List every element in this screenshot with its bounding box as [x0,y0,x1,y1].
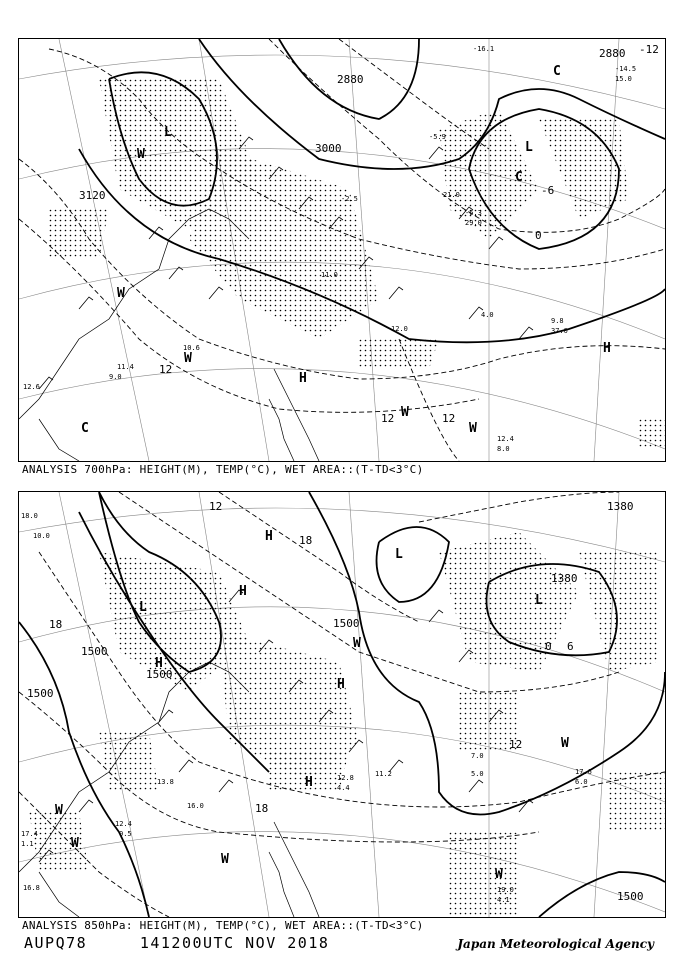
station-value: 8.0 [497,445,510,453]
center-marker: W [117,286,125,301]
height-label: 1500 [27,687,54,700]
height-label: 1500 [333,617,360,630]
map-850hpa [19,492,665,917]
center-marker: L [395,547,403,562]
station-value: -16.1 [473,45,495,53]
station-value: 17.6 [575,768,592,776]
station-value: 11.2 [375,770,392,778]
station-value: -2.5 [341,195,358,203]
height-label: 1500 [146,668,173,681]
temp-label: -12 [639,43,659,56]
temp-label: 18 [49,618,63,631]
height-label: 2880 [599,47,626,60]
station-value: 11.0 [321,271,338,279]
temp-label: 6 [567,640,574,653]
station-value: 4.1 [497,896,510,904]
chart-code: AUPQ78 [24,934,88,952]
temp-label: 18 [299,534,313,547]
station-value: 12.6 [23,383,40,391]
temp-label: 0 [545,640,552,653]
temp-label: 12 [381,412,395,425]
station-value: 29.0 [465,219,482,227]
station-value: 18.0 [21,512,38,520]
station-value: 21.0 [443,191,460,199]
center-marker: W [55,803,63,818]
station-value: 4.4 [337,784,350,792]
station-value: 1.1 [21,840,34,848]
station-value: 37.0 [551,327,568,335]
center-marker: W [137,147,145,162]
center-marker: W [469,421,477,436]
station-value: 12.4 [497,435,514,443]
station-value: 6.0 [575,778,588,786]
station-value: 11.4 [117,363,134,371]
center-marker: C [553,64,561,79]
station-value: 12.8 [337,774,354,782]
center-marker: L [525,140,533,155]
station-value: 17.4 [21,830,38,838]
height-label: 2880 [337,73,364,86]
center-marker: L [164,125,172,140]
station-value: 16.0 [187,802,204,810]
center-marker: H [299,371,307,386]
center-marker: H [239,584,247,599]
height-label: 1500 [617,890,644,903]
station-value: 15.0 [615,75,632,83]
temp-label: 12 [509,738,523,751]
center-marker: H [155,656,163,671]
temp-label: 0 [535,229,542,242]
temp-label: -6 [541,184,555,197]
station-value: 5.0 [471,770,484,778]
center-marker: H [305,775,313,790]
station-value: 16.8 [23,884,40,892]
center-marker: W [561,736,569,751]
center-marker: H [265,529,273,544]
chart-850hpa-caption: ANALYSIS 850hPa: HEIGHT(M), TEMP(°C), WET AREA::(T-TD<3°C) [22,919,424,932]
station-value: -14.5 [615,65,637,73]
analysis-time: 141200UTC NOV 2018 [139,934,330,952]
station-value: 10.6 [183,344,200,352]
temp-label: 12 [209,500,223,513]
height-label: 3000 [315,142,342,155]
center-marker: C [515,170,523,185]
center-marker: C [81,421,89,436]
center-marker: L [535,593,543,608]
center-marker: H [337,677,345,692]
station-value: 9.8 [551,317,564,325]
center-marker: W [71,836,79,851]
center-marker: H [603,341,611,356]
chart-850hpa [18,491,666,918]
height-label: 1500 [81,645,108,658]
wet-areas [49,79,665,449]
wet-areas [29,532,665,917]
center-marker: L [139,600,147,615]
height-label: 3120 [79,189,106,202]
center-marker: W [401,405,409,420]
station-value: 7.0 [471,752,484,760]
temp-label: 18 [255,802,269,815]
chart-700hpa [18,38,666,462]
station-value: 10.0 [33,532,50,540]
station-value: 12.0 [391,325,408,333]
center-marker: W [184,351,192,366]
station-value: 4.0 [481,311,494,319]
center-marker: W [221,852,229,867]
height-label: 1380 [551,572,578,585]
temp-label: 12 [159,363,173,376]
agency-name: Japan Meteorological Agency [457,937,654,951]
station-value: 13.8 [157,778,174,786]
map-700hpa [19,39,665,461]
center-marker: W [353,636,361,651]
chart-700hpa-caption: ANALYSIS 700hPa: HEIGHT(M), TEMP(°C), WET AREA::(T-TD<3°C) [22,463,424,476]
height-label: 1380 [607,500,634,513]
station-value: -5.9 [429,133,446,141]
station-value: 12.4 [115,820,132,828]
chart-code-and-time [24,934,329,952]
station-value: 19.0 [497,886,514,894]
temp-label: 12 [442,412,456,425]
station-value: 0.5 [119,830,132,838]
station-value: -6.3 [465,209,482,217]
center-marker: W [495,867,503,882]
station-value: 9.0 [109,373,122,381]
